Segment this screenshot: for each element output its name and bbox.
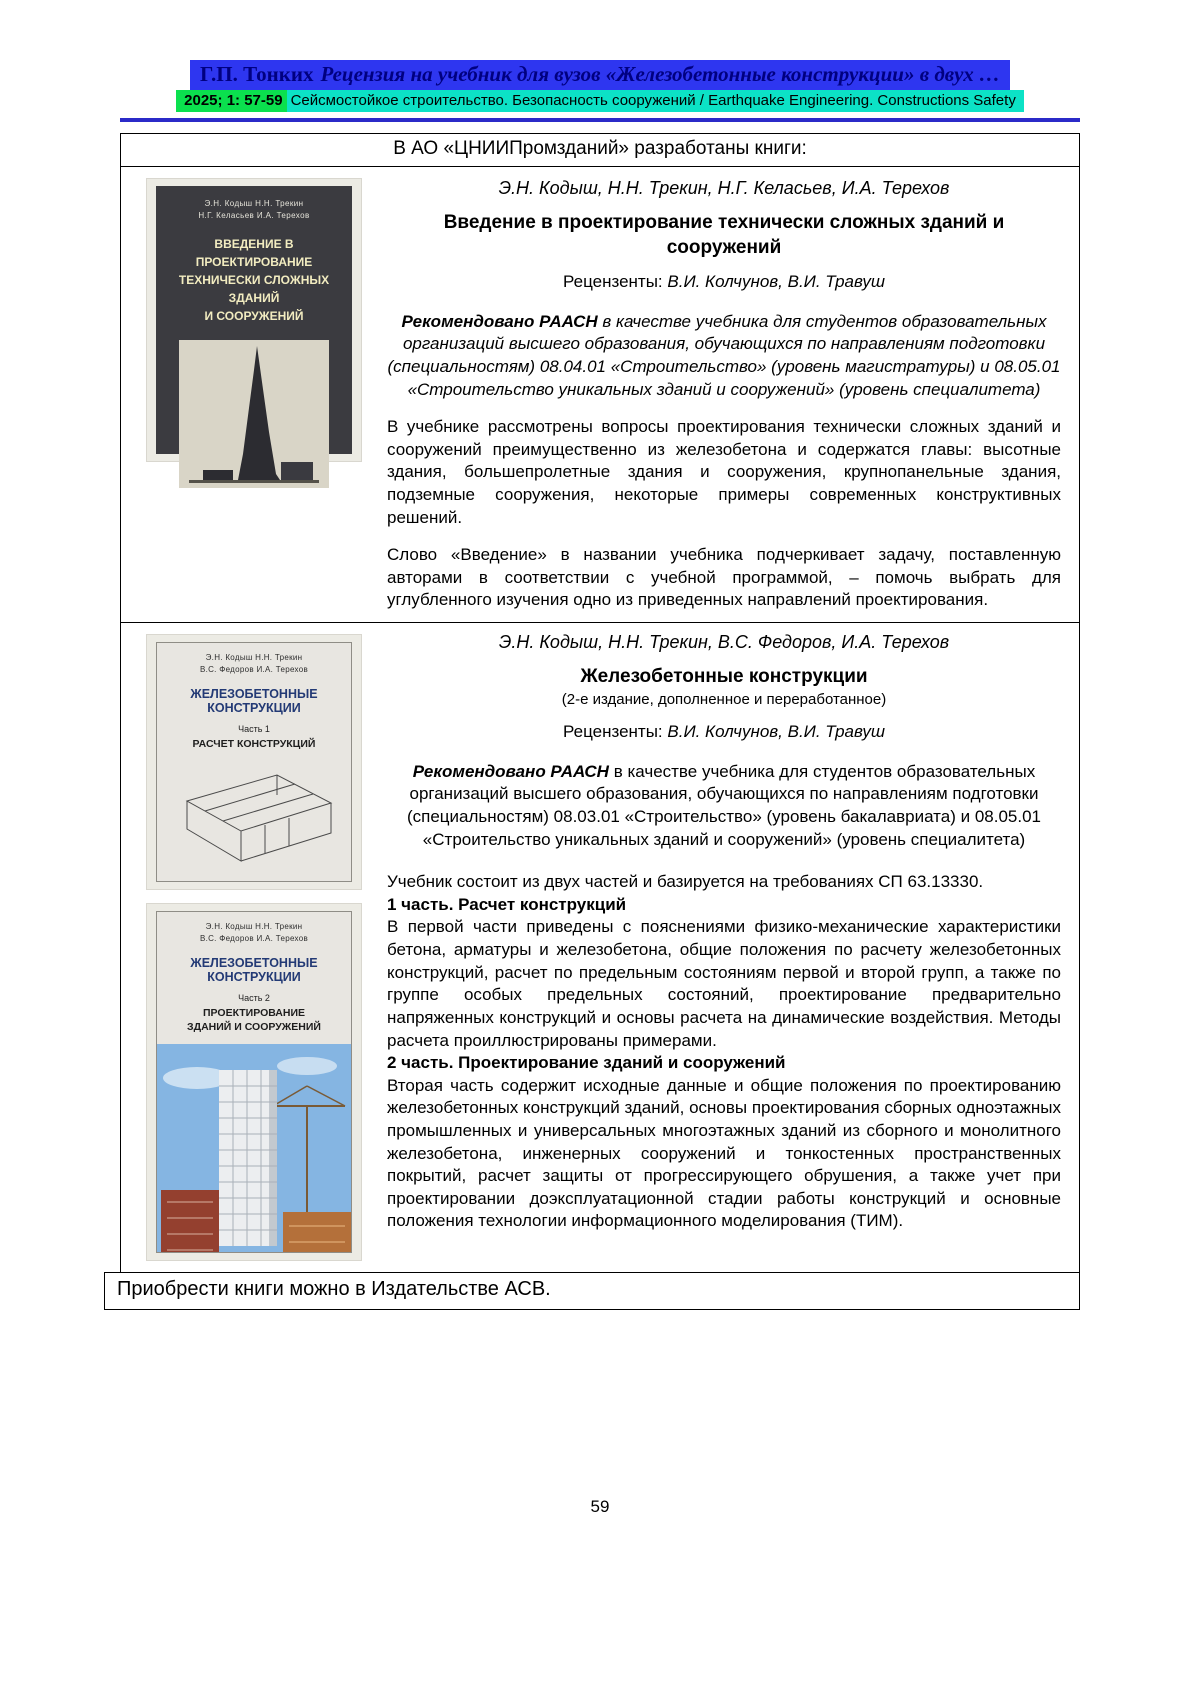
- axonometric-structure-drawing: [169, 763, 339, 881]
- book2-title: Железобетонные конструкции: [580, 666, 868, 688]
- book1-recommendation-lead: Рекомендовано РААСН: [401, 311, 598, 331]
- book1-cover-title: [156, 235, 352, 325]
- book2-part1-cover-authors-line1: Э.Н. Кодыш Н.Н. Трекин: [205, 653, 303, 663]
- book2-recommendation-text: в качестве учебника для студентов образовательных организаций высшего образования, обучающихся по направлениям подготовки (специальностям) 08.03.01 «Строительство» (уровень бакалавриата) и 08.05.01 «Строительство уникальных зданий и сооружений» (уровень специалитета): [406, 761, 1041, 849]
- book2-part2-cover-subtitle-line2: ЗДАНИЙ И СООРУЖЕНИЙ: [187, 1021, 321, 1034]
- book1-reviewers: [387, 271, 1061, 294]
- book1-cover-column: [121, 167, 379, 622]
- book1-title: Введение в проектирование технически сложных зданий и сооружений: [443, 211, 1005, 258]
- book1-cover: [156, 186, 352, 454]
- book2-part2-heading: 2 часть. Проектирование зданий и сооружений: [387, 1053, 786, 1073]
- book1-recommendation-text: в качестве учебника для студентов образовательных организаций высшего образования, обучающихся по направлениям подготовки (специальностям) 08.04.01 «Строительство» (уровень магистратуры) и 08.05.01 «Строительство уникальных зданий и сооружений» (уровень специалитета): [387, 311, 1061, 399]
- book1-cover-title-line1: ВВЕДЕНИЕ В ПРОЕКТИРОВАНИЕ: [195, 237, 313, 270]
- book1-section: [121, 167, 1079, 622]
- tower-illustration: [179, 340, 329, 488]
- review-author-name: Г.П. Тонких: [200, 62, 314, 86]
- book2-edition-note: (2-е издание, дополненное и переработанное): [561, 691, 887, 709]
- book2-part2-description: Вторая часть содержит исходные данные и общие положения по проектированию железобетонных конструкций зданий, основы проектирования сборных одноэтажных промышленных и универсальных многоэтажных зданий из сборного и монолитного железобетона, инженерных сооружений и тонкостенных пространственных покрытий, расчет защиты от прогрессирующего обрушения, а также учет при проектировании доэксплуатационной стадии работы конструкций и основные положения технологии информационного моделирования (ТИМ).: [387, 1075, 1061, 1231]
- book1-cover-illustration-panel: [179, 340, 329, 488]
- book2-part2-cover-authors-line1: Э.Н. Кодыш Н.Н. Трекин: [205, 922, 303, 932]
- book2-reviewers: [387, 721, 1061, 744]
- book1-cover-title-line2: ТЕХНИЧЕСКИ СЛОЖНЫХ ЗДАНИЙ: [178, 273, 330, 306]
- page-number: 59: [590, 1497, 610, 1516]
- book2-part2-cover-title: ЖЕЛЕЗОБЕТОННЫЕ КОНСТРУКЦИИ: [190, 956, 318, 985]
- book1-cover-authors: [156, 198, 352, 223]
- journal-name: Сейсмостойкое строительство. Безопасность сооружений / Earthquake Engineering. Constructions Safety: [287, 90, 1024, 112]
- table-caption: В АО «ЦНИИПромзданий» разработаны книги:: [121, 134, 1079, 167]
- book1-cover-authors-line2: Н.Г. Келасьев И.А. Терехов: [198, 211, 310, 221]
- book1-description-paragraph-2: Слово «Введение» в названии учебника подчеркивает задачу, поставленную авторами в соответствии с учебной программой, – помочь выбрать для углубленного изучения одно из приведенных направлений проектирования.: [387, 545, 1061, 610]
- running-header-title-strip: [190, 60, 1010, 90]
- book1-cover-authors-line1: Э.Н. Кодыш Н.Н. Трекин: [204, 198, 304, 208]
- book2-part1-cover-authors: [157, 652, 351, 676]
- book2-part1-heading: 1 часть. Расчет конструкций: [387, 894, 627, 914]
- book1-recommendation: [387, 311, 1061, 401]
- book2-text-column: [379, 623, 1079, 1272]
- book1-cover-photo: [147, 179, 361, 461]
- book2-intro: Учебник состоит из двух частей и базируется на требованиях СП 63.13330.: [387, 872, 984, 892]
- book2-cover-column: [121, 623, 379, 1272]
- running-header: [120, 0, 1080, 122]
- book2-part2-cover-authors: [157, 921, 351, 945]
- purchase-note-row: Приобрести книги можно в Издательстве АСВ.: [104, 1272, 1080, 1310]
- book2-part1-cover-photo: [147, 635, 361, 889]
- book2-part2-cover-part-label: Часть 2: [238, 993, 270, 1004]
- book2-reviewers-names: В.И. Колчунов, В.И. Травуш: [667, 722, 885, 742]
- book1-description-paragraph-1: В учебнике рассмотрены вопросы проектирования технически сложных зданий и сооружений преимущественно из железобетона и содержатся главы: высотные здания, большепролетные здания и сооружения, крупнопанельные здания, подземные сооружения, некоторые примеры современных конструктивных решений.: [387, 417, 1061, 527]
- book2-part1-description: В первой части приведены с пояснениями физико-механические характеристики бетона, арматуры и железобетона, общие положения по расчету железобетонных конструкций, расчет по предельным состояниям первой и второй групп, а также по группе особых предельных состояний, проектирование предварительно напряженных конструкций и основы расчета на динамические воздействия. Методы расчета проиллюстрированы примерами.: [387, 917, 1061, 1050]
- book1-reviewers-names: В.И. Колчунов, В.И. Травуш: [667, 272, 885, 292]
- book2-part1-cover-title: ЖЕЛЕЗОБЕТОННЫЕ КОНСТРУКЦИИ: [190, 687, 318, 716]
- book2-part1-cover: [156, 642, 352, 882]
- highrise-building-photo: [157, 1044, 351, 1253]
- book2-part2-cover: [156, 911, 352, 1253]
- book2-part2-cover-subtitle: [157, 1006, 351, 1034]
- book2-part1-cover-authors-line2: В.С. Федоров И.А. Терехов: [199, 665, 309, 675]
- book2-recommendation: [387, 761, 1061, 851]
- issue-pages-badge: 2025; 1: 57-59: [176, 90, 286, 112]
- book1-authors: Э.Н. Кодыш, Н.Н. Трекин, Н.Г. Келасьев, И.А. Терехов: [498, 177, 950, 198]
- review-article-title: Рецензия на учебник для вузов «Железобетонные конструкции» в двух …: [320, 62, 1000, 86]
- book1-reviewers-label: Рецензенты:: [563, 272, 668, 292]
- book2-part2-cover-photo: [147, 904, 361, 1260]
- book2-authors: Э.Н. Кодыш, Н.Н. Трекин, В.С. Федоров, И.А. Терехов: [498, 632, 950, 653]
- books-table: [120, 133, 1080, 1273]
- header-rule: [120, 118, 1080, 122]
- book2-part1-cover-drawing: [169, 763, 339, 881]
- book2-part2-cover-photo-art: [157, 1044, 351, 1253]
- book2-part2-cover-authors-line2: В.С. Федоров И.А. Терехов: [199, 934, 309, 944]
- book2-section: [121, 622, 1079, 1272]
- book2-recommendation-lead: Рекомендовано РААСН: [412, 761, 609, 781]
- book2-part1-cover-subtitle: РАСЧЕТ КОНСТРУКЦИЙ: [192, 738, 316, 751]
- book2-part1-cover-part-label: Часть 1: [238, 724, 270, 735]
- book2-reviewers-label: Рецензенты:: [563, 722, 668, 742]
- book1-text-column: [379, 167, 1079, 622]
- book2-part2-cover-subtitle-line1: ПРОЕКТИРОВАНИЕ: [202, 1007, 306, 1020]
- running-header-journal-strip: [120, 91, 1080, 111]
- book1-cover-title-line3: И СООРУЖЕНИЙ: [204, 309, 304, 324]
